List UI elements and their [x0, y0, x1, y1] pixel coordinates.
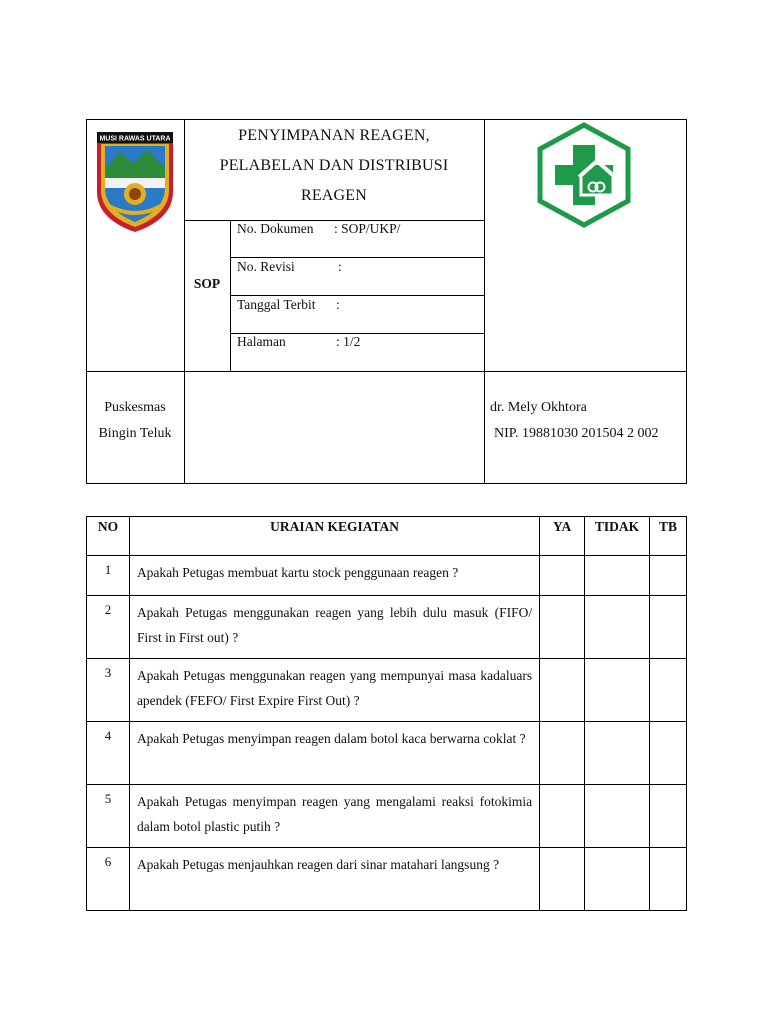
document-title	[184, 121, 484, 211]
checklist-table	[86, 516, 687, 911]
column-header-no-answer: TIDAK	[585, 517, 650, 556]
answer-tb-cell[interactable]	[650, 785, 687, 848]
answer-no-cell[interactable]	[585, 722, 650, 785]
table-row	[87, 785, 687, 848]
answer-tb-cell[interactable]	[650, 848, 687, 911]
table-row	[87, 659, 687, 722]
organization-line-1: Puskesmas	[104, 400, 166, 415]
answer-yes-cell[interactable]	[540, 659, 585, 722]
meta-label-issue-date: Tanggal Terbit	[237, 297, 316, 312]
header-rule-footer	[86, 371, 687, 372]
meta-value-document-number: : SOP/UKP/	[334, 221, 401, 236]
answer-yes-cell[interactable]	[540, 596, 585, 659]
answer-no-cell[interactable]	[585, 556, 650, 596]
answer-no-cell[interactable]	[585, 659, 650, 722]
row-activity: Apakah Petugas menyimpan reagen dalam botol kaca berwarna coklat ?	[129, 722, 539, 785]
regency-emblem-logo	[93, 128, 177, 234]
row-activity: Apakah Petugas menggunakan reagen yang lebih dulu masuk (FIFO/ First in First out) ?	[129, 596, 539, 659]
row-number: 2	[87, 596, 130, 659]
answer-tb-cell[interactable]	[650, 596, 687, 659]
answer-tb-cell[interactable]	[650, 556, 687, 596]
answer-no-cell[interactable]	[585, 596, 650, 659]
answer-no-cell[interactable]	[585, 848, 650, 911]
meta-value-page: : 1/2	[336, 334, 361, 349]
column-header-tb: TB	[650, 517, 687, 556]
signer-name: dr. Mely Okhtora	[490, 400, 587, 415]
meta-label-page: Halaman	[237, 334, 286, 349]
row-number: 6	[87, 848, 130, 911]
answer-no-cell[interactable]	[585, 785, 650, 848]
header-rule-meta-2	[230, 295, 484, 296]
header-rule-meta-1	[230, 257, 484, 258]
puskesmas-logo	[535, 121, 633, 229]
signer-block	[490, 395, 659, 447]
row-activity: Apakah Petugas menjauhkan reagen dari sinar matahari langsung ?	[129, 848, 539, 911]
row-number: 1	[87, 556, 130, 596]
signer-nip: NIP. 19881030 201504 2 002	[494, 426, 659, 441]
row-number: 3	[87, 659, 130, 722]
meta-label-revision: No. Revisi	[237, 259, 295, 274]
answer-yes-cell[interactable]	[540, 848, 585, 911]
column-header-yes: YA	[540, 517, 585, 556]
table-header-row	[87, 517, 687, 556]
row-activity: Apakah Petugas membuat kartu stock penggunaan reagen ?	[129, 556, 539, 596]
answer-tb-cell[interactable]	[650, 722, 687, 785]
table-row	[87, 722, 687, 785]
row-activity: Apakah Petugas menyimpan reagen yang mengalami reaksi fotokimia dalam botol plastic putih ?	[129, 785, 539, 848]
answer-yes-cell[interactable]	[540, 785, 585, 848]
row-number: 4	[87, 722, 130, 785]
title-line-3: REAGEN	[300, 187, 368, 204]
table-row	[87, 596, 687, 659]
svg-text:MUSI RAWAS UTARA: MUSI RAWAS UTARA	[99, 135, 171, 143]
meta-value-issue-date: :	[336, 297, 340, 312]
sop-label: SOP	[193, 276, 221, 291]
header-divider-right	[484, 119, 485, 484]
meta-label-document-number: No. Dokumen	[237, 221, 314, 236]
meta-value-revision: :	[338, 259, 342, 274]
table-row	[87, 556, 687, 596]
row-activity: Apakah Petugas menggunakan reagen yang mempunyai masa kadaluars apendek (FEFO/ First Expire First Out) ?	[129, 659, 539, 722]
organization-name	[86, 395, 184, 447]
title-line-2: PELABELAN DAN DISTRIBUSI	[219, 157, 449, 174]
title-line-1: PENYIMPANAN REAGEN,	[238, 127, 430, 144]
row-number: 5	[87, 785, 130, 848]
answer-yes-cell[interactable]	[540, 556, 585, 596]
answer-tb-cell[interactable]	[650, 659, 687, 722]
column-header-no: NO	[87, 517, 130, 556]
table-row	[87, 848, 687, 911]
organization-line-2: Bingin Teluk	[98, 426, 172, 441]
answer-yes-cell[interactable]	[540, 722, 585, 785]
column-header-activity: URAIAN KEGIATAN	[129, 517, 539, 556]
